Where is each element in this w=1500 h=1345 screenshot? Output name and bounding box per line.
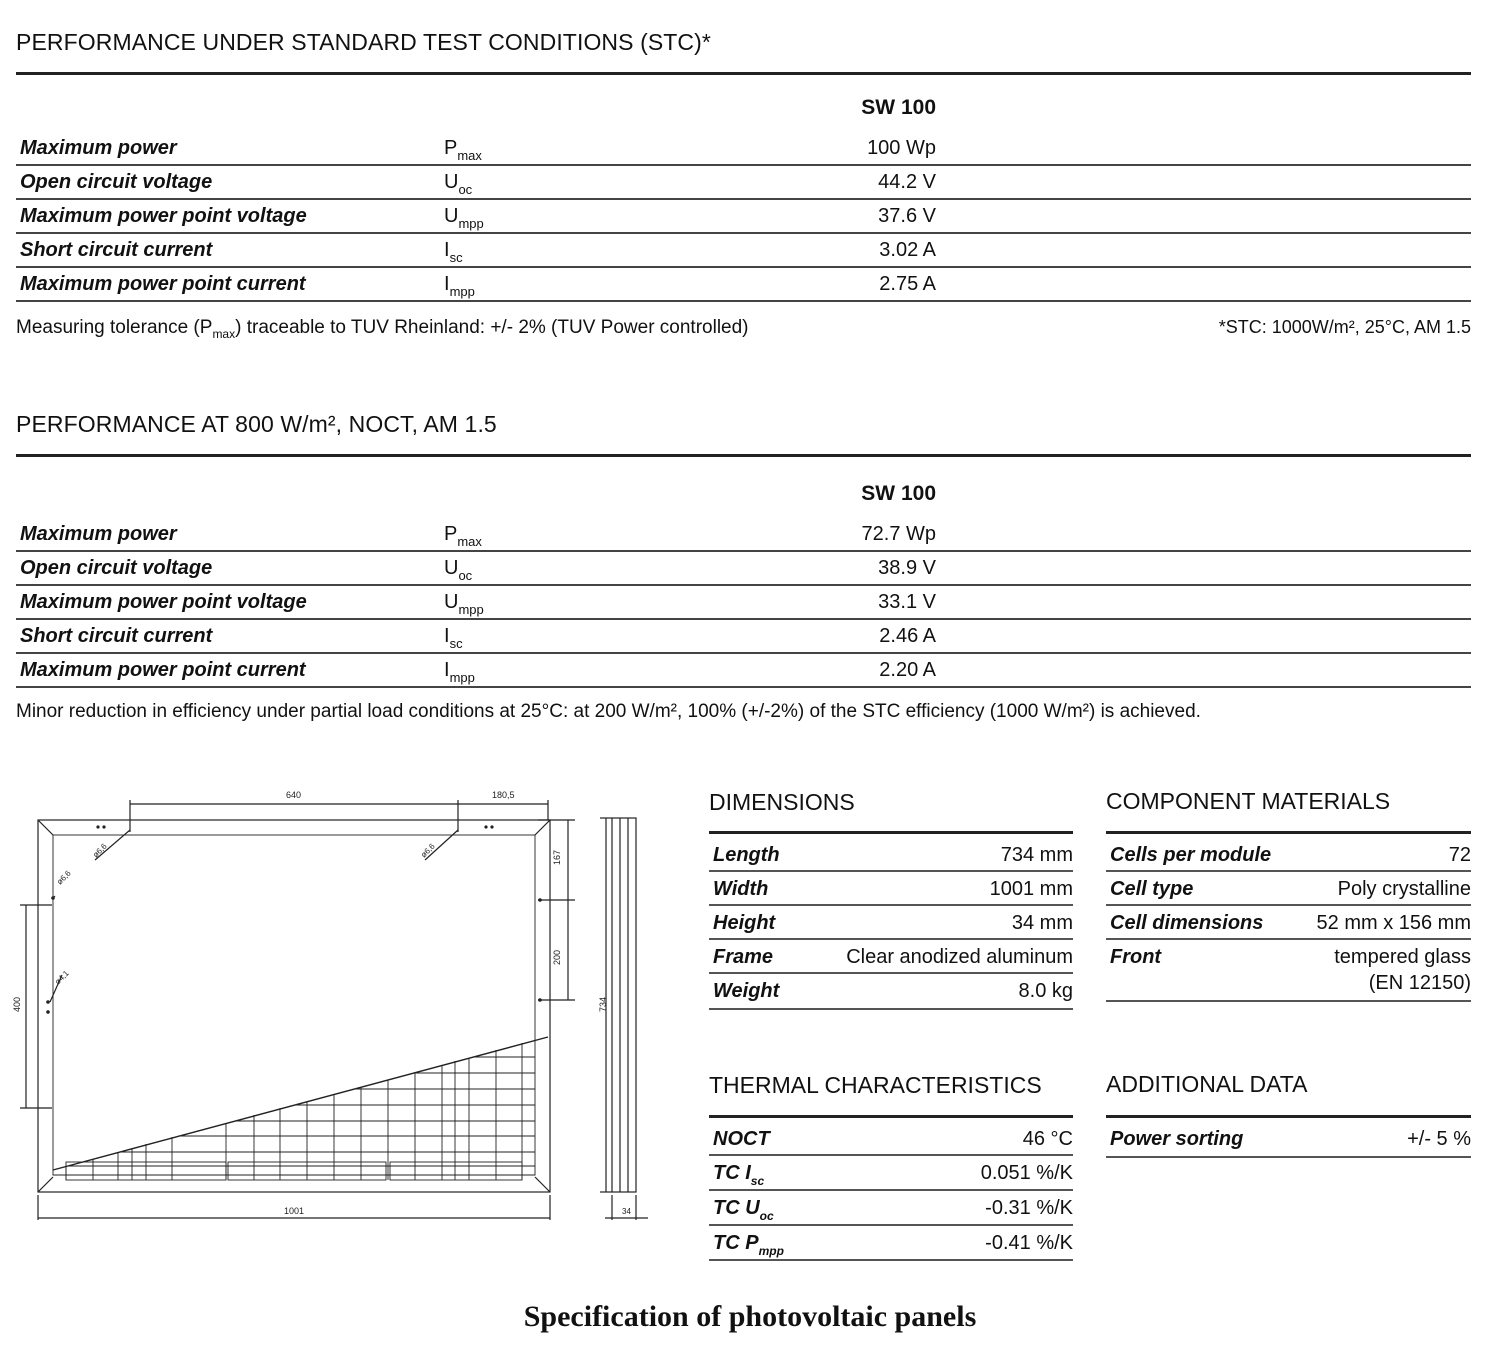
frame-side-profile <box>612 818 636 1192</box>
row-value: -0.31 %/K <box>985 1197 1073 1219</box>
hole-66b-label: ø6,6 <box>419 841 437 860</box>
row-value: 34 mm <box>1011 912 1073 934</box>
row-value: Clear anodized aluminum <box>846 946 1073 968</box>
row-value: 44.2 V <box>878 171 936 193</box>
dim-640-label: 640 <box>286 790 302 800</box>
dim-180-label: 180,5 <box>492 790 515 800</box>
dimensions-table <box>709 838 1073 1013</box>
table-row <box>709 872 1073 906</box>
stc-section-title: PERFORMANCE UNDER STANDARD TEST CONDITIONS (STC)* <box>16 29 711 55</box>
dim-34-label: 34 <box>622 1207 631 1216</box>
table-row <box>709 1191 1073 1226</box>
table-row <box>1106 872 1471 906</box>
dim-200-label: 200 <box>552 949 562 965</box>
row-value: 2.20 A <box>879 659 936 681</box>
table-row <box>16 234 1471 268</box>
row-value: 100 Wp <box>867 137 936 159</box>
thermal-title: THERMAL CHARACTERISTICS <box>709 1072 1042 1098</box>
row-value: 33.1 V <box>878 591 936 613</box>
row-symbol: $I_{mpp}$ <box>444 273 475 299</box>
row-value: 38.9 V <box>878 557 936 579</box>
dimensions-title: DIMENSIONS <box>709 789 855 815</box>
figure-caption: Specification of photovoltaic panels <box>523 1300 977 1333</box>
table-row <box>1106 906 1471 940</box>
additional-title-rule <box>1106 1115 1471 1118</box>
row-label: Maximum power point voltage <box>20 205 307 227</box>
row-label: Power sorting <box>1110 1128 1244 1150</box>
table-row <box>16 166 1471 200</box>
noct-efficiency-note: Minor reduction in efficiency under partial load conditions at 25°C: at 200 W/m², 100% (+/-2%) of the STC efficiency (1000 W/m²) is achieved. <box>16 701 1201 722</box>
materials-title: COMPONENT MATERIALS <box>1106 788 1391 814</box>
stc-table <box>16 96 1471 306</box>
row-symbol: $U_{oc}$ <box>444 171 473 197</box>
table-row <box>709 974 1073 1010</box>
table-row <box>16 654 1471 688</box>
row-label: Cells per module <box>1110 844 1272 866</box>
noct-column-header: SW 100 <box>861 482 936 505</box>
row-label: TC $P_{mpp}$ <box>713 1232 784 1258</box>
row-value: 37.6 V <box>878 205 936 227</box>
table-row <box>709 1156 1073 1191</box>
row-divider <box>16 300 1471 302</box>
row-value: 72 <box>1448 844 1471 866</box>
table-row <box>16 586 1471 620</box>
stc-title-rule <box>16 72 1471 75</box>
row-label: Open circuit voltage <box>20 557 213 579</box>
row-value: -0.41 %/K <box>985 1232 1073 1254</box>
row-value: 0.051 %/K <box>980 1162 1073 1184</box>
row-value: 46 °C <box>1022 1128 1073 1150</box>
row-value: 3.02 A <box>879 239 936 261</box>
table-row <box>709 838 1073 872</box>
additional-table <box>1106 1122 1471 1160</box>
materials-title-rule <box>1106 831 1471 834</box>
row-value: +/- 5 % <box>1407 1128 1471 1150</box>
noct-title-rule <box>16 454 1471 457</box>
row-value: 734 mm <box>1000 844 1073 866</box>
frame-inner <box>53 835 535 1175</box>
row-divider <box>1106 1156 1471 1158</box>
table-row <box>709 1122 1073 1156</box>
hole-66c-label: ø6,6 <box>55 868 73 887</box>
row-divider <box>16 686 1471 688</box>
table-row <box>16 518 1471 552</box>
row-value: Poly crystalline <box>1337 878 1471 900</box>
row-value: 8.0 kg <box>1018 980 1073 1002</box>
row-label: Maximum power <box>20 523 177 545</box>
row-label: Cell dimensions <box>1110 912 1264 934</box>
table-row <box>16 200 1471 234</box>
row-divider <box>1106 1000 1471 1002</box>
row-label: Length <box>713 844 780 866</box>
row-label: Maximum power point current <box>20 273 306 295</box>
row-label: Height <box>713 912 776 934</box>
table-row <box>1106 838 1471 872</box>
table-row <box>1106 940 1471 1002</box>
materials-table <box>1106 838 1471 1004</box>
row-symbol: $I_{sc}$ <box>444 239 463 265</box>
dim-400-label: 400 <box>12 996 22 1012</box>
row-value: tempered glass <box>1334 946 1471 968</box>
row-label: Maximum power <box>20 137 177 159</box>
row-symbol: $I_{mpp}$ <box>444 659 475 685</box>
row-label: Weight <box>713 980 780 1002</box>
table-row <box>16 552 1471 586</box>
row-symbol: $P_{max}$ <box>444 523 482 549</box>
noct-section-title: PERFORMANCE AT 800 W/m², NOCT, AM 1.5 <box>16 411 497 437</box>
dimensions-title-rule <box>709 831 1073 834</box>
noct-table <box>16 482 1471 692</box>
row-label: Frame <box>713 946 774 968</box>
row-label: Width <box>713 878 769 900</box>
hole-41-label: ø4,1 <box>53 968 71 987</box>
row-label: Short circuit current <box>20 239 213 261</box>
row-label: Maximum power point voltage <box>20 591 307 613</box>
row-value: 52 mm x 156 mm <box>1316 912 1471 934</box>
stc-tolerance-note: Measuring tolerance $(P_{max})$ traceable to TUV Rheinland: +/- 2% (TUV Power controlled) <box>16 317 749 341</box>
panel-technical-drawing <box>0 780 670 1240</box>
table-row <box>1106 1122 1471 1158</box>
dim-1001-label: 1001 <box>284 1206 305 1216</box>
row-symbol: $U_{mpp}$ <box>444 591 484 617</box>
row-label: NOCT <box>713 1128 770 1150</box>
row-label: Cell type <box>1110 878 1194 900</box>
row-symbol: $I_{sc}$ <box>444 625 463 651</box>
dim-734-label: 734 <box>598 996 608 1012</box>
stc-footnote: *STC: 1000W/m², 25°C, AM 1.5 <box>1218 317 1471 337</box>
row-label: Open circuit voltage <box>20 171 213 193</box>
table-row <box>16 132 1471 166</box>
row-symbol: $U_{oc}$ <box>444 557 473 583</box>
table-row <box>709 906 1073 940</box>
table-row <box>709 1226 1073 1261</box>
table-row <box>16 268 1471 302</box>
row-symbol: $P_{max}$ <box>444 137 482 163</box>
table-row <box>16 620 1471 654</box>
thermal-table <box>709 1122 1073 1262</box>
row-divider <box>709 1259 1073 1261</box>
row-value: 2.75 A <box>879 273 936 295</box>
row-label: TC $U_{oc}$ <box>713 1197 774 1223</box>
row-label: Short circuit current <box>20 625 213 647</box>
row-value: 72.7 Wp <box>861 523 936 545</box>
row-value: 1001 mm <box>989 878 1073 900</box>
dim-167-label: 167 <box>552 849 562 865</box>
row-label: Maximum power point current <box>20 659 306 681</box>
additional-title: ADDITIONAL DATA <box>1106 1071 1308 1097</box>
row-symbol: $U_{mpp}$ <box>444 205 484 231</box>
stc-column-header: SW 100 <box>861 96 936 119</box>
row-value-continued: (EN 12150) <box>1368 972 1471 994</box>
row-label: TC $I_{sc}$ <box>713 1162 765 1188</box>
hole-66a-label: ø6,6 <box>91 841 109 860</box>
table-row <box>709 940 1073 974</box>
row-value: 2.46 A <box>879 625 936 647</box>
row-label: Front <box>1110 946 1162 968</box>
thermal-title-rule <box>709 1115 1073 1118</box>
row-divider <box>709 1008 1073 1010</box>
